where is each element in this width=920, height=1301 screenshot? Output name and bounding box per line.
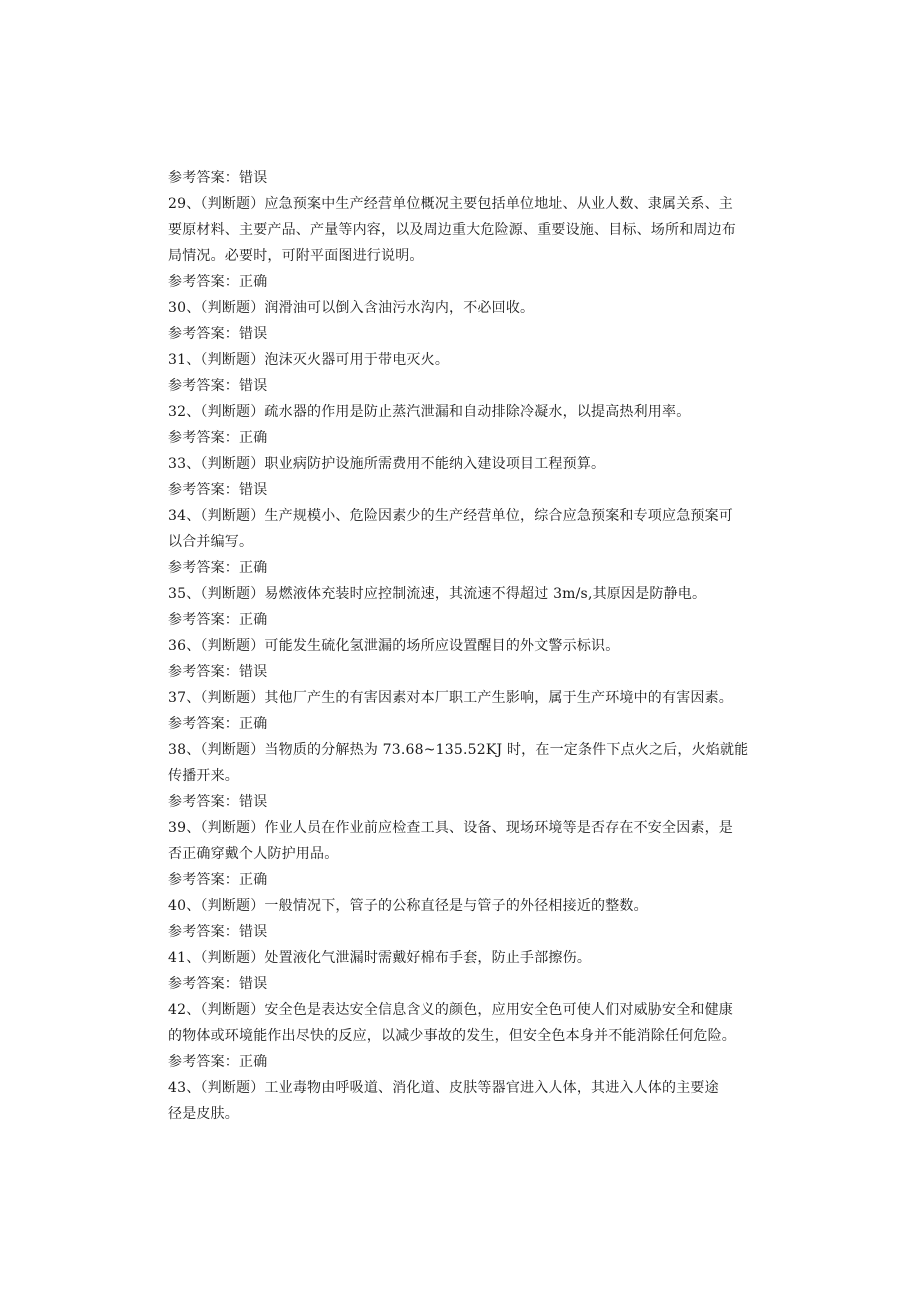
question-34-line-2: 以合并编写。 — [168, 534, 254, 550]
answer-line: 参考答案：错误 — [168, 976, 268, 992]
question-30-line-1: 30、（判断题）润滑油可以倒入含油污水沟内，不必回收。 — [168, 300, 535, 316]
question-42-line-2: 的物体或环境能作出尽快的反应，以减少事故的发生，但安全色本身并不能消除任何危险。 — [168, 1028, 736, 1044]
answer-line: 参考答案：错误 — [168, 924, 268, 940]
answer-line: 参考答案：正确 — [168, 1054, 268, 1070]
question-39-line-1: 39、（判断题）作业人员在作业前应检查工具、设备、现场环境等是否存在不安全因素，是 — [168, 820, 734, 836]
question-43-line-1: 43、（判断题）工业毒物由呼吸道、消化道、皮肤等器官进入人体，其进入人体的主要途 — [168, 1080, 719, 1096]
answer-line: 参考答案：错误 — [168, 378, 268, 394]
document-page — [168, 165, 768, 1127]
question-29-line-1: 29、（判断题）应急预案中生产经营单位概况主要包括单位地址、从业人数、隶属关系、主 — [168, 196, 734, 212]
answer-line: 参考答案：正确 — [168, 612, 268, 628]
question-38-line-1: 38、（判断题）当物质的分解热为 73.68~135.52KJ 时，在一定条件下点火之后，火焰就能 — [168, 742, 749, 758]
question-34-line-1: 34、（判断题）生产规模小、危险因素少的生产经营单位，综合应急预案和专项应急预案可 — [168, 508, 734, 524]
answer-line: 参考答案：错误 — [168, 664, 268, 680]
question-38-line-2: 传播开来。 — [168, 768, 239, 784]
answer-line: 参考答案：正确 — [168, 430, 268, 446]
question-32-line-1: 32、（判断题）疏水器的作用是防止蒸汽泄漏和自动排除冷凝水，以提高热利用率。 — [168, 404, 691, 420]
answer-line: 参考答案：正确 — [168, 716, 268, 732]
question-37-line-1: 37、（判断题）其他厂产生的有害因素对本厂职工产生影响，属于生产环境中的有害因素。 — [168, 690, 734, 706]
question-29-line-2: 要原材料、主要产品、产量等内容，以及周边重大危险源、重要设施、目标、场所和周边布 — [168, 222, 736, 238]
question-43-line-2: 径是皮肤。 — [168, 1106, 239, 1122]
answer-line: 参考答案：错误 — [168, 170, 268, 186]
question-29-line-3: 局情况。必要时，可附平面图进行说明。 — [168, 248, 424, 264]
answer-line: 参考答案：正确 — [168, 274, 268, 290]
answer-line: 参考答案：错误 — [168, 326, 268, 342]
answer-line: 参考答案：正确 — [168, 872, 268, 888]
answer-line: 参考答案：错误 — [168, 482, 268, 498]
question-33-line-1: 33、（判断题）职业病防护设施所需费用不能纳入建设项目工程预算。 — [168, 456, 606, 472]
answer-line: 参考答案：错误 — [168, 794, 268, 810]
question-36-line-1: 36、（判断题）可能发生硫化氢泄漏的场所应设置醒目的外文警示标识。 — [168, 638, 620, 654]
answer-line: 参考答案：正确 — [168, 560, 268, 576]
question-35-line-1: 35、（判断题）易燃液体充装时应控制流速，其流速不得超过 3m/s,其原因是防静电。 — [168, 586, 707, 602]
question-40-line-1: 40、（判断题）一般情况下，管子的公称直径是与管子的外径相接近的整数。 — [168, 898, 648, 914]
question-31-line-1: 31、（判断题）泡沫灭火器可用于带电灭火。 — [168, 352, 450, 368]
question-42-line-1: 42、（判断题）安全色是表达安全信息含义的颜色，应用安全色可使人们对威胁安全和健康 — [168, 1002, 734, 1018]
question-39-line-2: 否正确穿戴个人防护用品。 — [168, 846, 339, 862]
question-41-line-1: 41、（判断题）处置液化气泄漏时需戴好棉布手套，防止手部擦伤。 — [168, 950, 592, 966]
